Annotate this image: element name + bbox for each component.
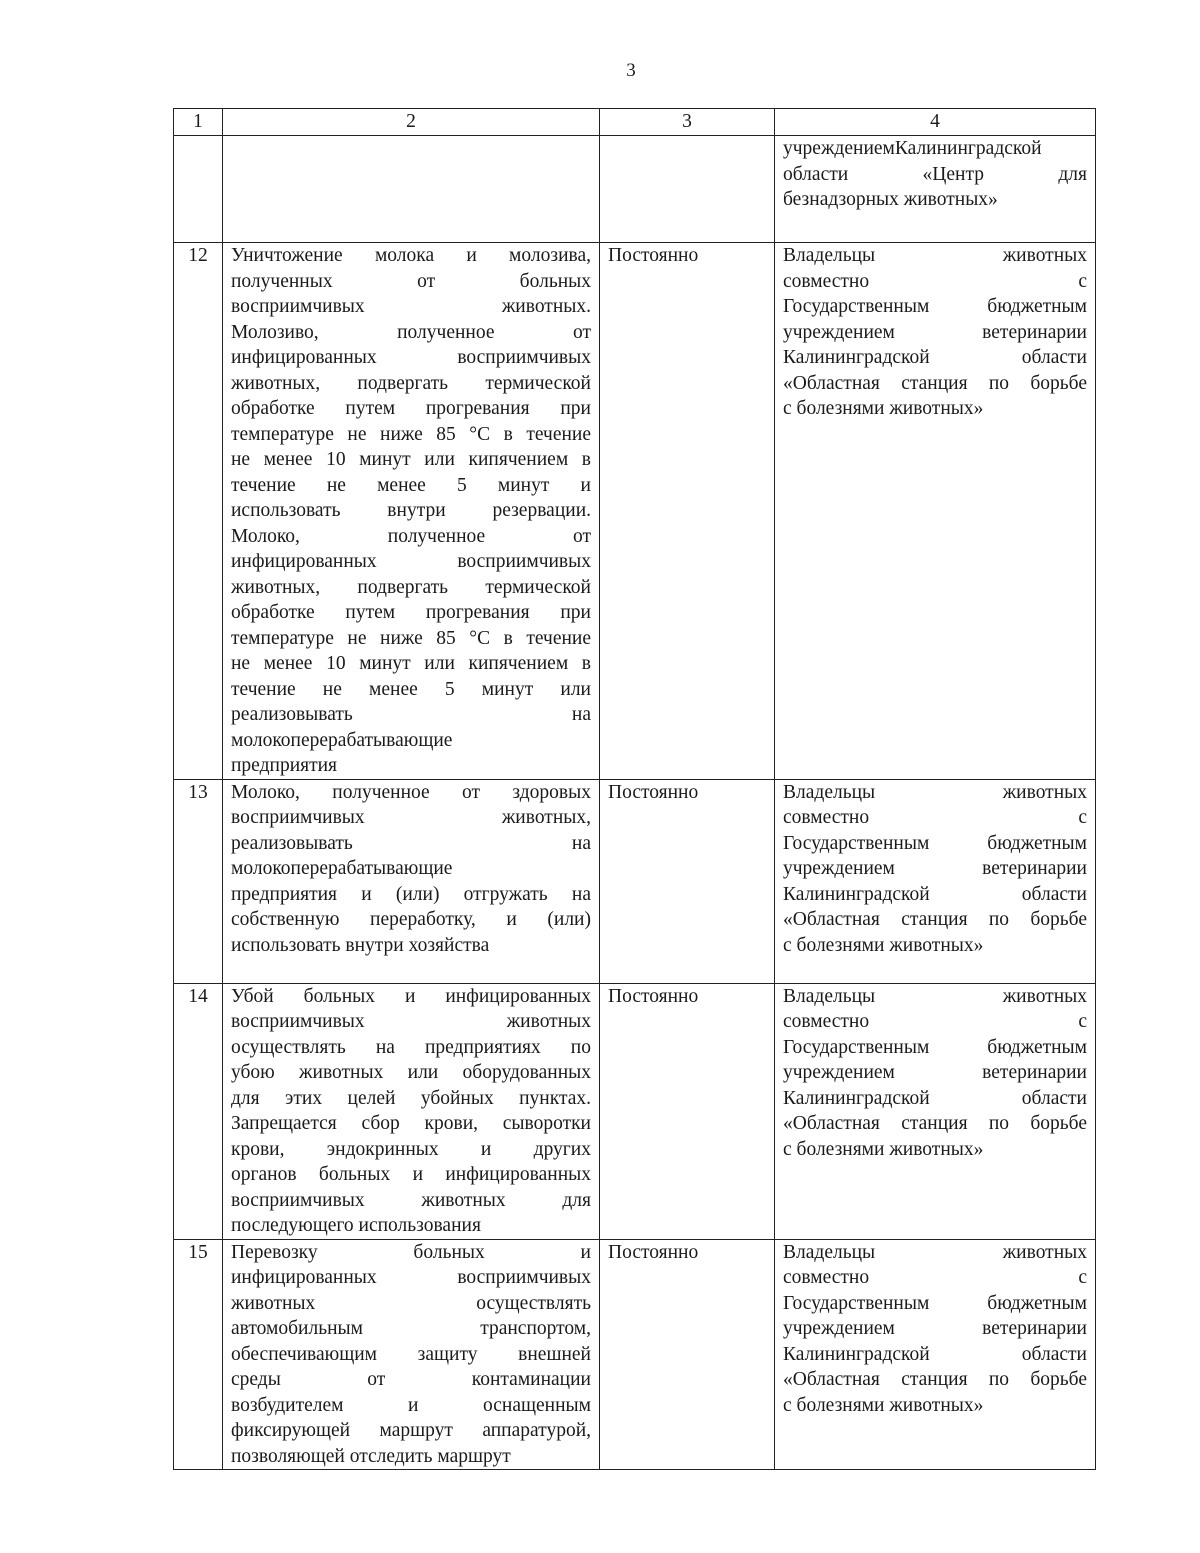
- text-line: Молозиво, полученное от: [231, 321, 591, 343]
- text-line: не менее 10 минут или кипячением в: [231, 653, 591, 674]
- text-line: восприимчивых животных для: [231, 1189, 591, 1211]
- text-line: Уничтожение молока и молозива,: [231, 245, 591, 266]
- text-line: полученных от больных: [231, 270, 591, 292]
- text-line: Калининградской области: [783, 1343, 1087, 1365]
- text-line: учреждением ветеринарии: [783, 858, 1087, 879]
- row-number-cell: 13: [174, 779, 223, 983]
- text-line: убою животных или оборудованных: [231, 1062, 591, 1083]
- text-line: с болезнями животных»: [783, 1138, 984, 1160]
- text-line: инфицированных восприимчивых: [231, 347, 591, 368]
- text-line: для этих целей убойных пунктах.: [231, 1087, 591, 1109]
- text-line: течение не менее 5 минут и: [231, 474, 591, 496]
- text-line: использовать внутри хозяйства: [231, 934, 490, 956]
- text-line: области «Центр для: [783, 163, 1087, 185]
- text-line: Калининградской области: [783, 347, 1087, 368]
- text-line: совместно с: [783, 1267, 1087, 1288]
- text-line: восприимчивых животных: [231, 1011, 591, 1032]
- text-line: обработке путем прогревания при: [231, 602, 591, 623]
- text-line: совместно с: [783, 1011, 1087, 1032]
- text-line: животных осуществлять: [231, 1292, 591, 1314]
- measure-cell: [223, 779, 600, 983]
- text-line: животных, подвергать термической: [231, 576, 591, 598]
- text-line: осуществлять на предприятиях по: [231, 1036, 591, 1058]
- text-line: с болезнями животных»: [783, 1394, 984, 1416]
- text-line: предприятия и (или) отгружать на: [231, 883, 591, 905]
- text-line: учреждением ветеринарии: [783, 1318, 1087, 1339]
- text-line: «Областная станция по борьбе: [783, 909, 1087, 930]
- text-line: не менее 10 минут или кипячением в: [231, 449, 591, 470]
- text-line: инфицированных восприимчивых: [231, 551, 591, 572]
- text-line: последующего использования: [231, 1215, 481, 1236]
- term-cell: Постоянно: [600, 983, 775, 1239]
- text-line: молокоперерабатывающие: [231, 858, 453, 879]
- text-line: Перевозку больных и: [231, 1241, 591, 1263]
- text-line: Убой больных и инфицированных: [231, 985, 591, 1007]
- text-line: температуре не ниже 85 °С в течение: [231, 423, 591, 445]
- text-line: позволяющей отследить маршрут: [231, 1445, 511, 1467]
- text-line: реализовывать на: [231, 704, 591, 725]
- text-line: животных, подвергать термической: [231, 372, 591, 394]
- table-row: [174, 1239, 1096, 1470]
- measure-cell: [223, 243, 600, 780]
- measures-table: [173, 108, 1096, 1470]
- column-header-1: 1: [174, 109, 223, 136]
- text-line: фиксирующей маршрут аппаратурой,: [231, 1420, 591, 1441]
- text-line: реализовывать на: [231, 832, 591, 854]
- text-line: Государственным бюджетным: [783, 1036, 1087, 1058]
- text-line: температуре не ниже 85 °С в течение: [231, 627, 591, 649]
- text-line: учреждениемКалининградской: [783, 138, 1042, 159]
- text-line: учреждением ветеринарии: [783, 1062, 1087, 1083]
- executor-cell: [775, 136, 1096, 243]
- row-number-cell: [174, 136, 223, 243]
- text-line: совместно с: [783, 807, 1087, 828]
- text-line: с болезнями животных»: [783, 934, 984, 956]
- text-line: «Областная станция по борьбе: [783, 1113, 1087, 1134]
- column-header-2: 2: [223, 109, 600, 136]
- term-cell: [600, 136, 775, 243]
- row-number-cell: 15: [174, 1239, 223, 1470]
- text-line: с болезнями животных»: [783, 398, 984, 419]
- text-line: восприимчивых животных,: [231, 807, 591, 828]
- text-line: молокоперерабатывающие: [231, 729, 453, 751]
- text-line: восприимчивых животных.: [231, 296, 591, 317]
- text-line: Калининградской области: [783, 1087, 1087, 1109]
- text-line: Владельцы животных: [783, 985, 1087, 1007]
- page-number: 3: [626, 60, 636, 81]
- text-line: собственную переработку, и (или): [231, 909, 591, 930]
- text-line: учреждением ветеринарии: [783, 321, 1087, 343]
- measure-cell: [223, 983, 600, 1239]
- text-line: предприятия: [231, 755, 338, 776]
- text-line: Запрещается сбор крови, сыворотки: [231, 1113, 591, 1134]
- text-line: обеспечивающим защиту внешней: [231, 1343, 591, 1365]
- column-header-4: 4: [775, 109, 1096, 136]
- text-line: Владельцы животных: [783, 781, 1087, 803]
- measure-cell: [223, 1239, 600, 1470]
- text-line: Государственным бюджетным: [783, 296, 1087, 317]
- text-line: совместно с: [783, 270, 1087, 292]
- column-header-3: 3: [600, 109, 775, 136]
- table-header-row: [174, 109, 1096, 136]
- text-line: среды от контаминации: [231, 1369, 591, 1390]
- text-line: инфицированных восприимчивых: [231, 1267, 591, 1288]
- text-line: обработке путем прогревания при: [231, 398, 591, 419]
- table-row: [174, 243, 1096, 780]
- text-line: Государственным бюджетным: [783, 832, 1087, 854]
- executor-cell: [775, 1239, 1096, 1470]
- text-line: органов больных и инфицированных: [231, 1164, 591, 1185]
- executor-cell: [775, 243, 1096, 780]
- text-line: течение не менее 5 минут или: [231, 678, 591, 700]
- term-cell: Постоянно: [600, 243, 775, 780]
- text-line: автомобильным транспортом,: [231, 1318, 591, 1339]
- text-line: безнадзорных животных»: [783, 189, 998, 210]
- text-line: Владельцы животных: [783, 1241, 1087, 1263]
- measure-cell: [223, 136, 600, 243]
- text-line: использовать внутри резервации.: [231, 500, 591, 521]
- text-line: Молоко, полученное от: [231, 525, 591, 547]
- text-line: «Областная станция по борьбе: [783, 1369, 1087, 1390]
- term-cell: Постоянно: [600, 1239, 775, 1470]
- text-line: Калининградской области: [783, 883, 1087, 905]
- text-line: Молоко, полученное от здоровых: [231, 781, 591, 803]
- text-line: крови, эндокринных и других: [231, 1138, 591, 1160]
- executor-cell: [775, 779, 1096, 983]
- executor-cell: [775, 983, 1096, 1239]
- text-line: «Областная станция по борьбе: [783, 372, 1087, 394]
- text-line: возбудителем и оснащенным: [231, 1394, 591, 1416]
- text-line: Владельцы животных: [783, 245, 1087, 266]
- term-cell: Постоянно: [600, 779, 775, 983]
- text-line: Государственным бюджетным: [783, 1292, 1087, 1314]
- table-row: [174, 983, 1096, 1239]
- table-row: [174, 779, 1096, 983]
- table-row-continuation: [174, 136, 1096, 243]
- row-number-cell: 12: [174, 243, 223, 780]
- row-number-cell: 14: [174, 983, 223, 1239]
